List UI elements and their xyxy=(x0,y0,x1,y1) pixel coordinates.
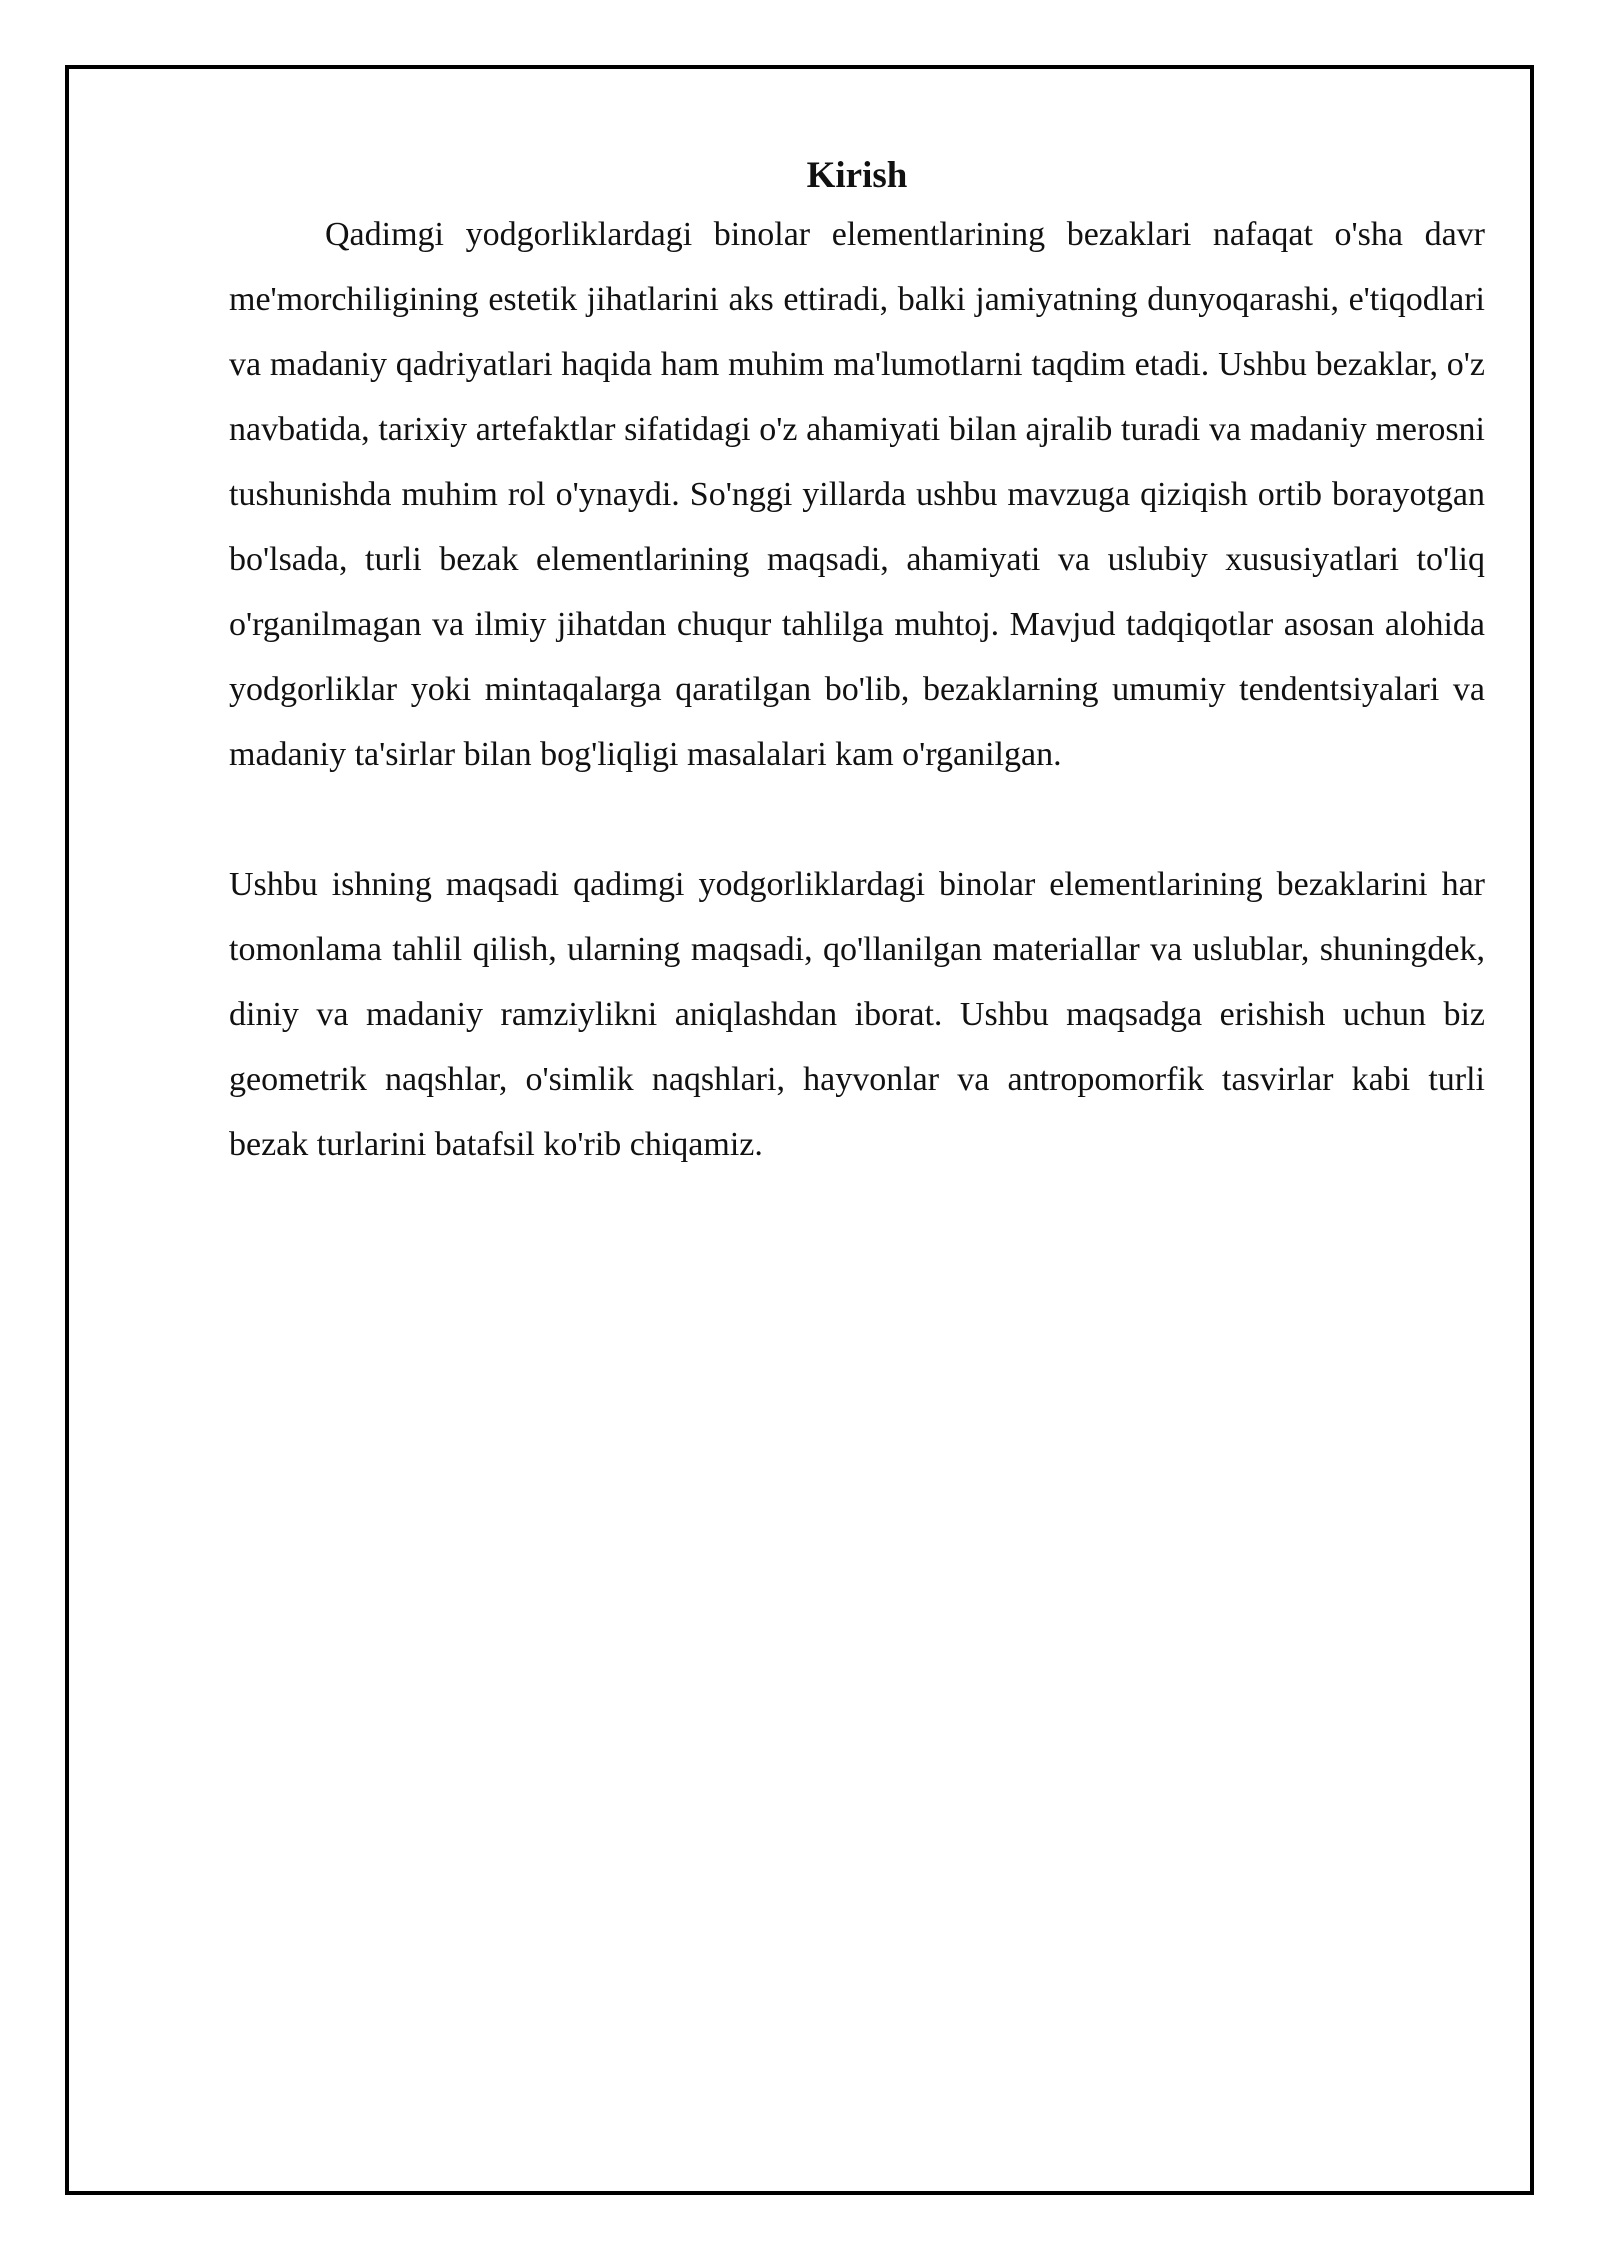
paragraph-spacer xyxy=(229,787,1485,852)
document-body xyxy=(229,150,1485,1177)
paragraph-aim: Ushbu ishning maqsadi qadimgi yodgorliklardagi binolar elementlarining bezaklarini har tomonlama tahlil qilish, ularning maqsadi, qo'llanilgan materiallar va uslublar, shuningdek, diniy va madaniy ramziylikni aniqlashdan iborat. Ushbu maqsadga erishish uchun biz geometrik naqshlar, o'simlik naqshlari, hayvonlar va antropomorfik tasvirlar kabi turli bezak turlarini batafsil ko'rib chiqamiz. xyxy=(229,866,1485,1163)
paragraph-intro: Qadimgi yodgorliklardagi binolar elementlarining bezaklari nafaqat o'sha davr me'morchiligining estetik jihatlarini aks ettiradi, balki jamiyatning dunyoqarashi, e'tiqodlari va madaniy qadriyatlari haqida ham muhim ma'lumotlarni taqdim etadi. Ushbu bezaklar, o'z navbatida, tarixiy artefaktlar sifatidagi o'z ahamiyati bilan ajralib turadi va madaniy merosni tushunishda muhim rol o'ynaydi. So'nggi yillarda ushbu mavzuga qiziqish ortib borayotgan bo'lsada, turli bezak elementlarining maqsadi, ahamiyati va uslubiy xususiyatlari to'liq o'rganilmagan va ilmiy jihatdan chuqur tahlilga muhtoj. Mavjud tadqiqotlar asosan alohida yodgorliklar yoki mintaqalarga qaratilgan bo'lib, bezaklarning umumiy tendentsiyalari va madaniy ta'sirlar bilan bog'liqligi masalalari kam o'rganilgan. xyxy=(229,216,1485,773)
document-title: Kirish xyxy=(806,155,908,196)
